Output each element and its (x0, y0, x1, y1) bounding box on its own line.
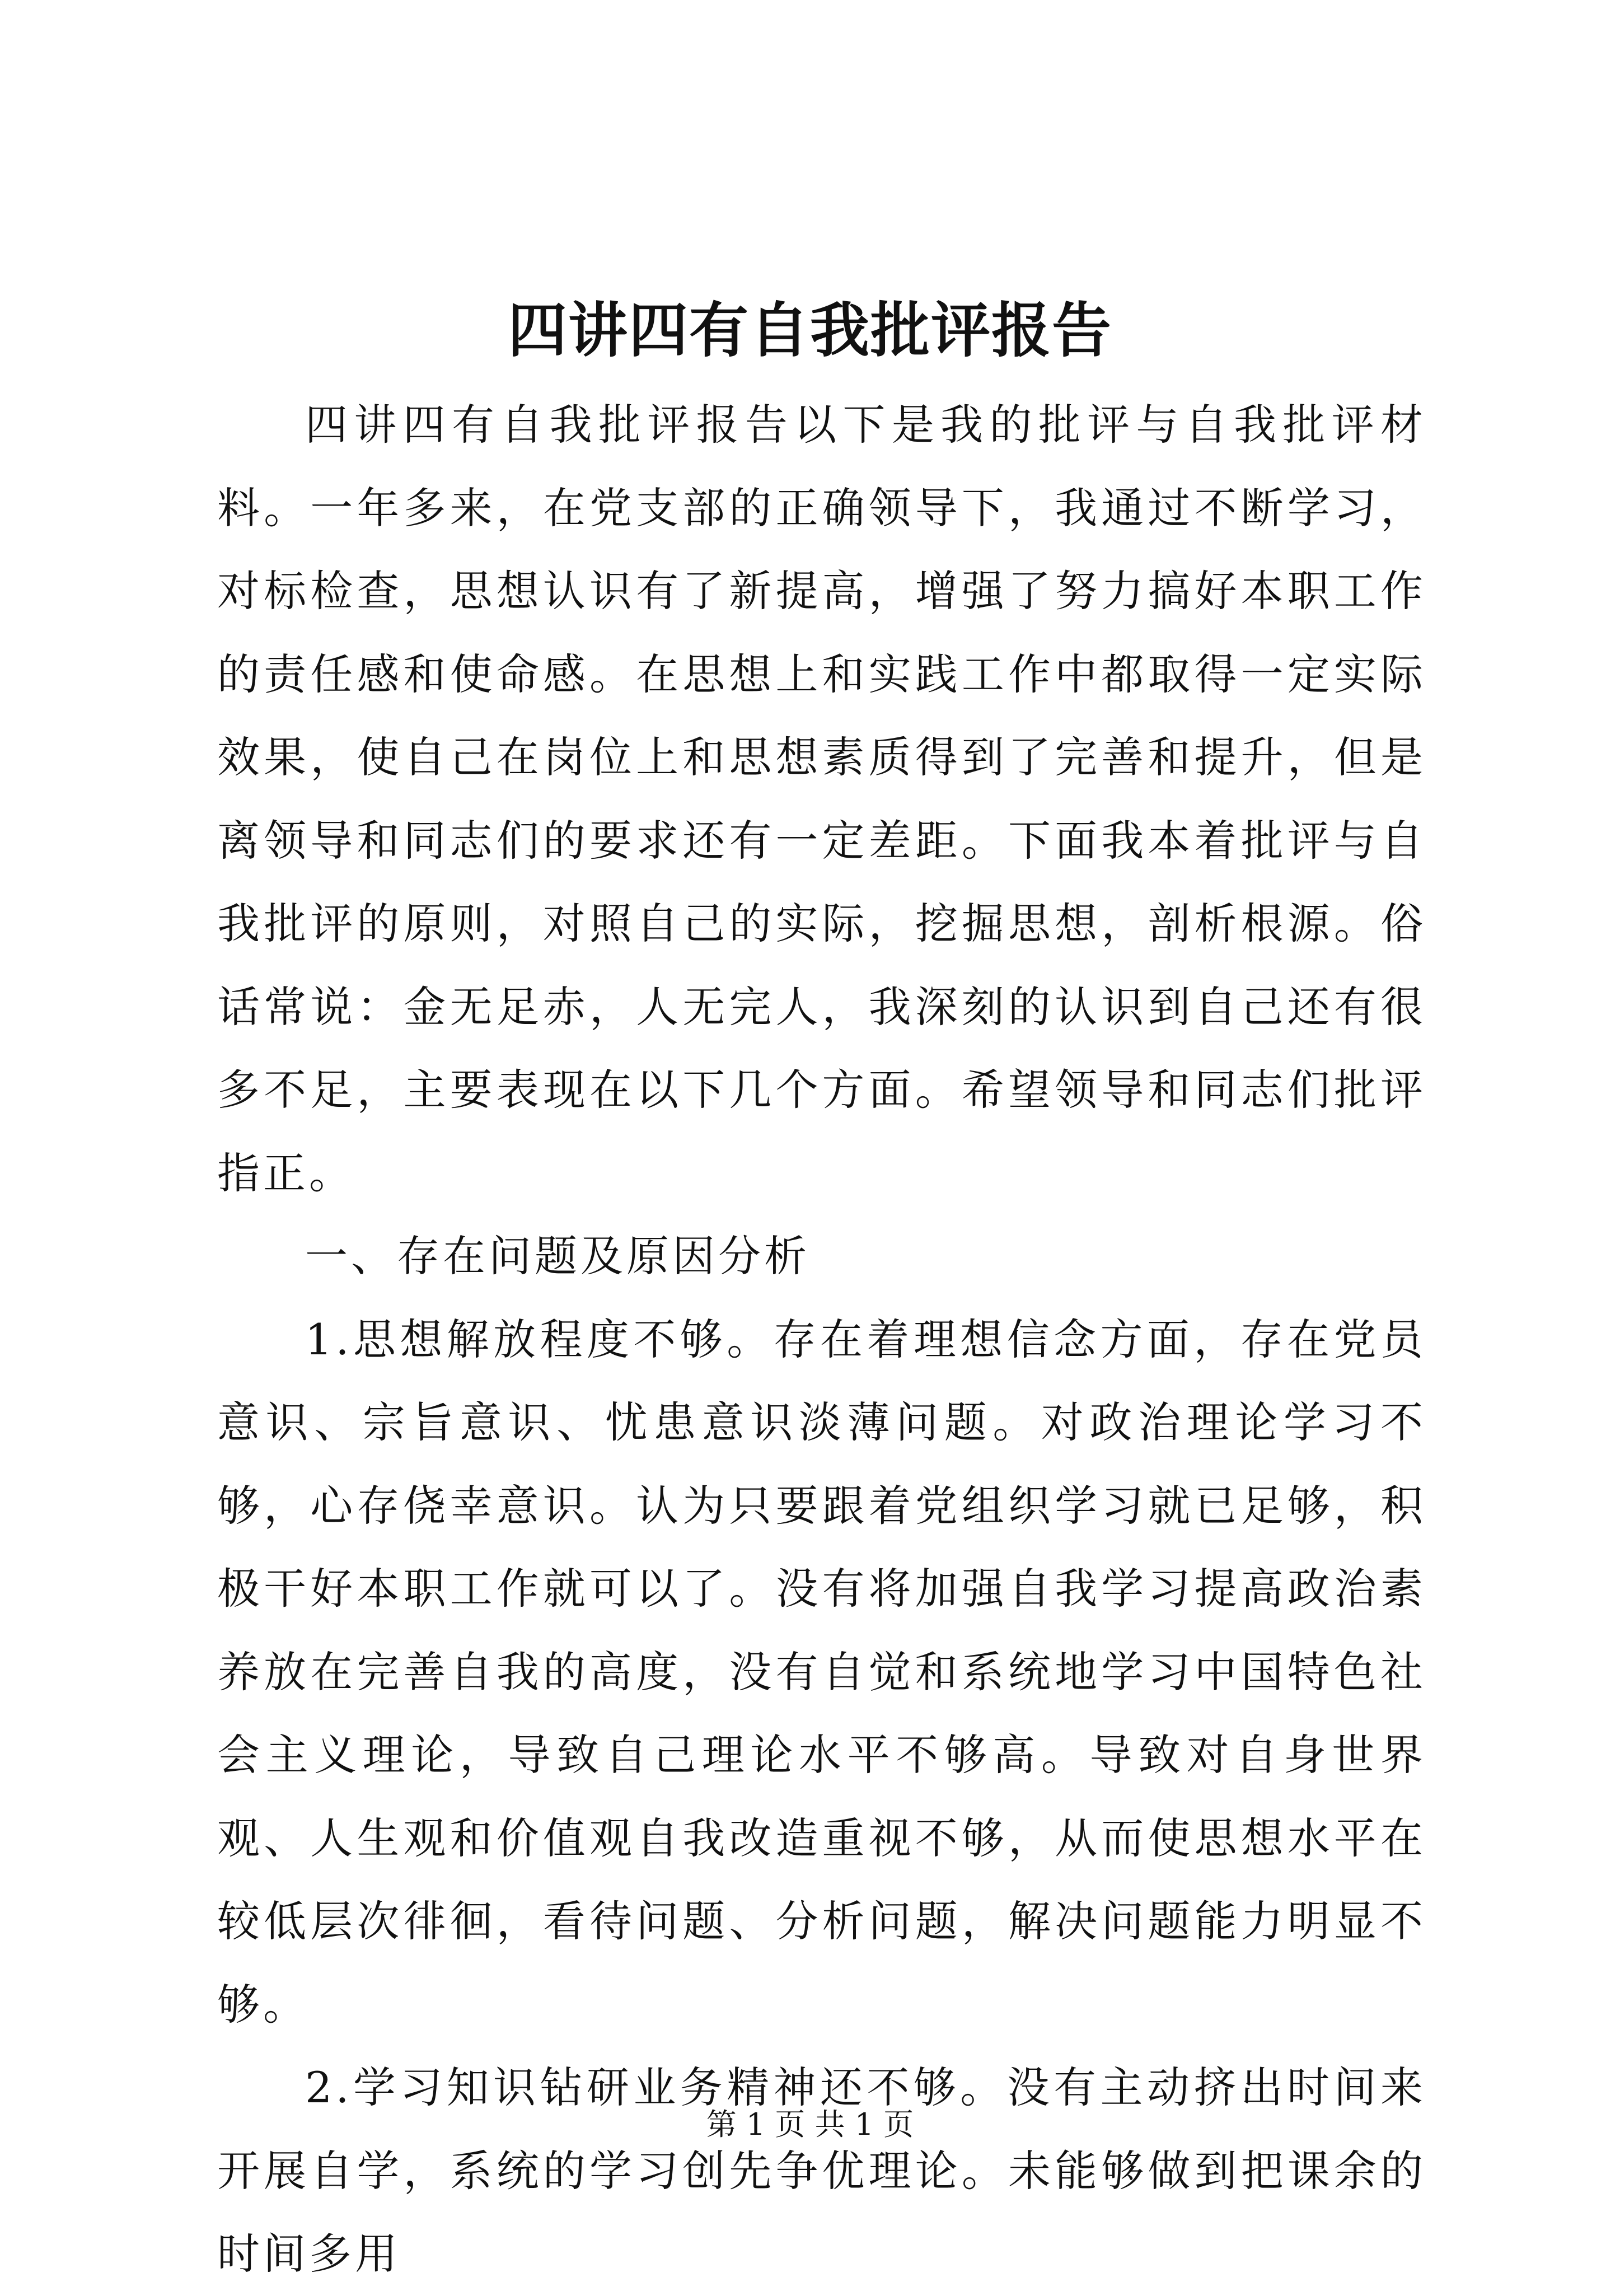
document-body (217, 384, 1426, 2296)
issue-paragraph-2: 2.学习知识钻研业务精神还不够。没有主动挤出时间来开展自学，系统的学习创先争优理论。未能够做到把课余的时间多用 (217, 2063, 1426, 2279)
page-number-footer: 第 1 页 共 1 页 (706, 2107, 914, 2142)
section-heading: 一、存在问题及原因分析 (305, 1231, 810, 1281)
issue-paragraph-1: 1.思想解放程度不够。存在着理想信念方面，存在党员意识、宗旨意识、忧患意识淡薄问题。对政治理论学习不够，心存侥幸意识。认为只要跟着党组织学习就已足够，积极干好本职工作就可以了。没有将加强自我学习提高政治素养放在完善自我的高度，没有自觉和系统地学习中国特色社会主义理论，导致自己理论水平不够高。导致对自身世界观、人生观和价值观自我改造重视不够，从而使思想水平在较低层次徘徊，看待问题、分析问题，解决问题能力明显不够。 (217, 1314, 1426, 2030)
document-title: 四讲四有自我批评报告 (508, 295, 1112, 365)
intro-paragraph: 四讲四有自我批评报告以下是我的批评与自我批评材料。一年多来，在党支部的正确领导下，我通过不断学习，对标检查，思想认识有了新提高，增强了努力搞好本职工作的责任感和使命感。在思想上和实践工作中都取得一定实际效果，使自己在岗位上和思想素质得到了完善和提升，但是离领导和同志们的要求还有一定差距。下面我本着批评与自我批评的原则，对照自己的实际，挖掘思想，剖析根源。俗话常说：金无足赤，人无完人，我深刻的认识到自己还有很多不足，主要表现在以下几个方面。希望领导和同志们批评指正。 (217, 400, 1426, 1198)
